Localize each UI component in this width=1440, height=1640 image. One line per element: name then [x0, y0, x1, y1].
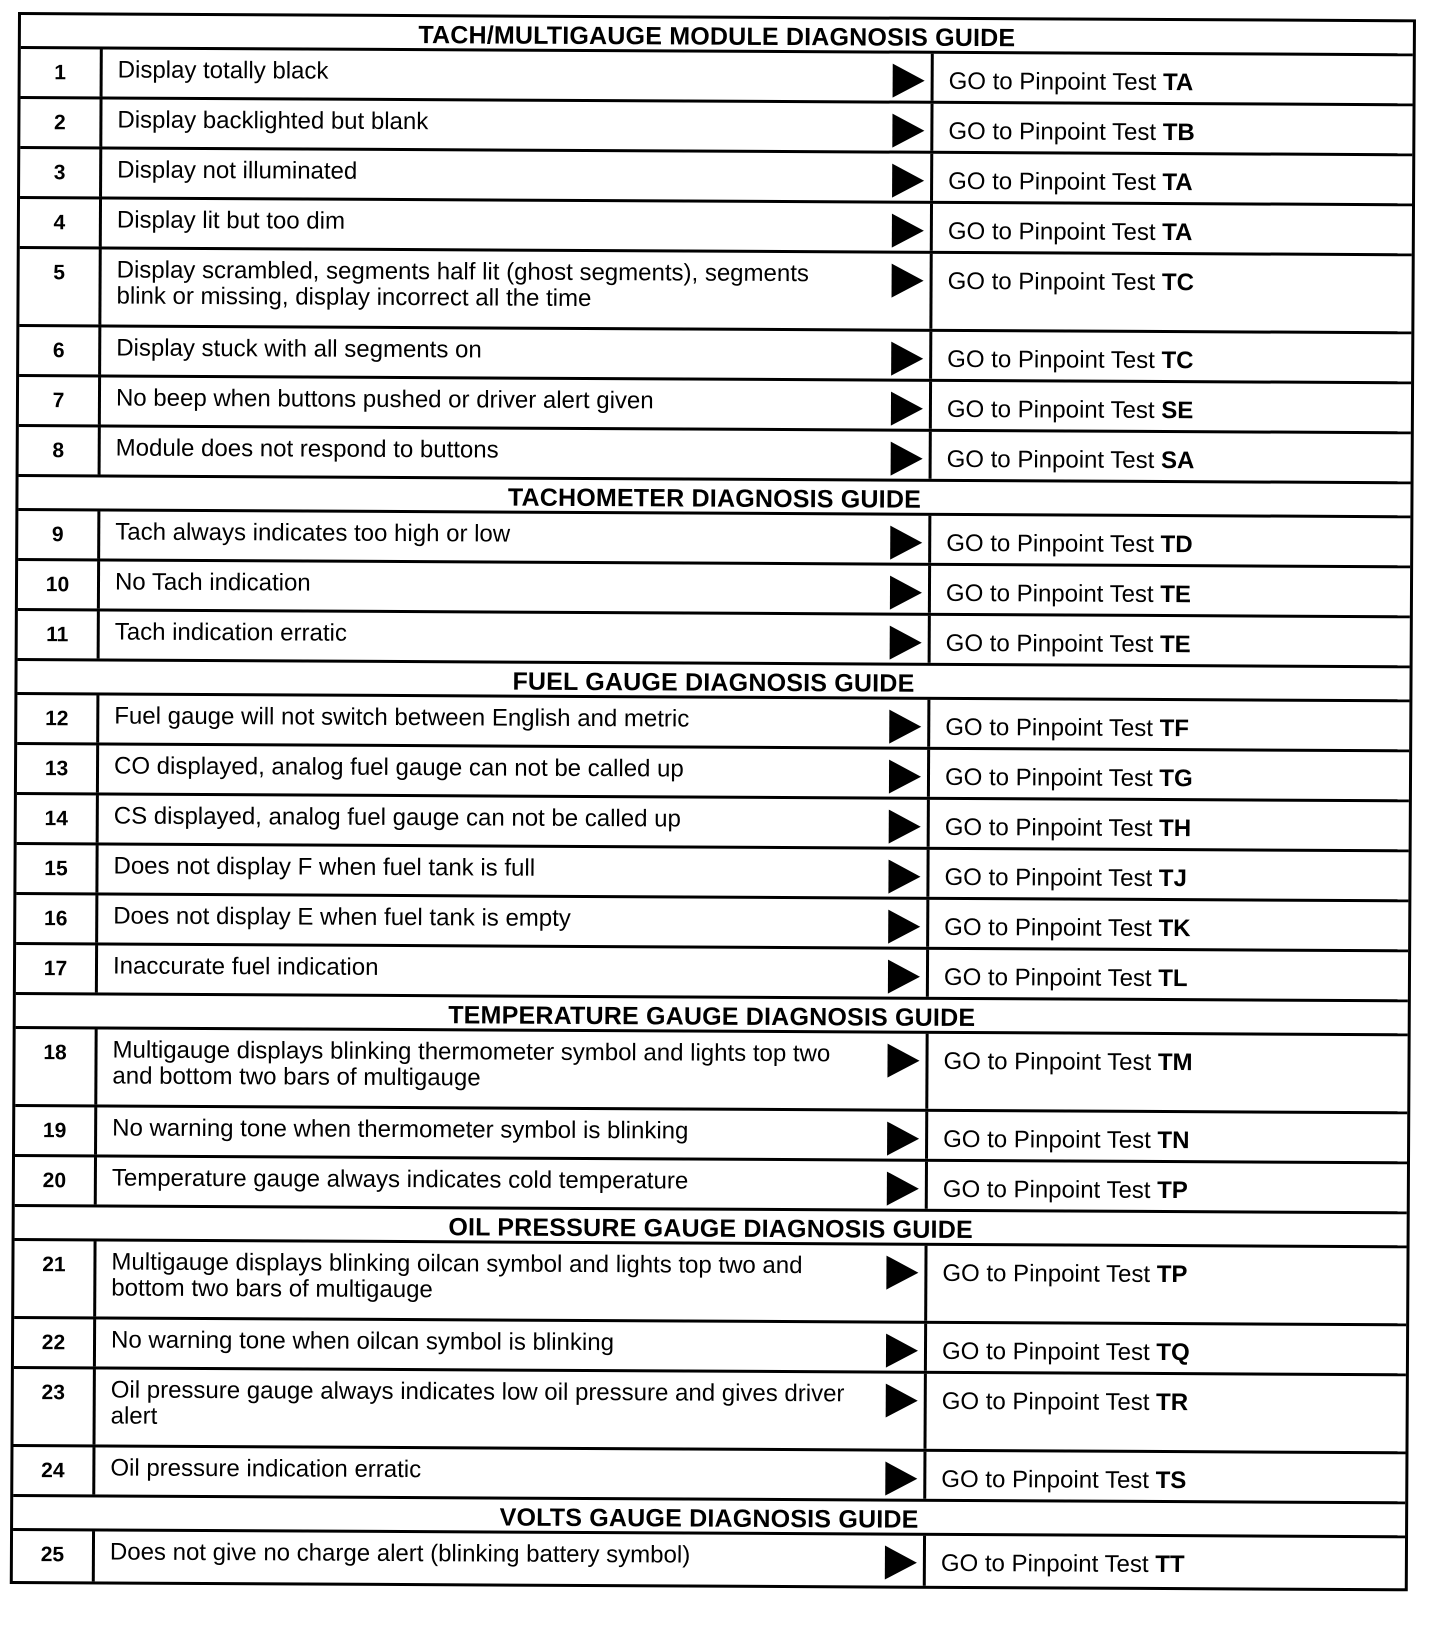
test-code: TH: [1159, 814, 1192, 843]
action-cell: [930, 750, 1409, 800]
row-number: 18: [15, 1029, 97, 1104]
action-text: GO to Pinpoint Test: [940, 1549, 1149, 1578]
action-cell: [932, 382, 1411, 432]
row-number: 17: [16, 945, 98, 992]
section-header: FUEL GAUGE DIAGNOSIS GUIDE: [17, 661, 1409, 702]
row-number: 15: [16, 845, 98, 892]
test-code: TS: [1155, 1466, 1187, 1495]
symptom-text: No warning tone when oilcan symbol is blinking: [110, 1326, 615, 1357]
test-code: TD: [1160, 530, 1193, 559]
action-cell: [930, 800, 1409, 850]
symptom-cell: [98, 845, 929, 896]
symptom-text: Display not illuminated: [117, 156, 358, 185]
arrow-icon: [887, 1122, 919, 1156]
action-text: GO to Pinpoint Test: [947, 345, 1155, 374]
row-number: 13: [17, 745, 99, 792]
symptom-cell: [98, 895, 929, 946]
row-number: 6: [19, 327, 101, 374]
test-code: TE: [1160, 580, 1192, 609]
symptom-cell: [102, 149, 933, 200]
table-row: [18, 611, 1410, 668]
section-header: VOLTS GAUGE DIAGNOSIS GUIDE: [13, 1497, 1405, 1538]
symptom-cell: [95, 1531, 926, 1585]
row-number: 8: [19, 427, 101, 474]
action-cell: [933, 204, 1412, 254]
arrow-icon: [891, 442, 923, 476]
action-text: GO to Pinpoint Test: [941, 1465, 1150, 1494]
row-number: 2: [20, 99, 102, 146]
table-row: [13, 1447, 1405, 1504]
symptom-text: Temperature gauge always indicates cold temperature: [111, 1164, 689, 1195]
test-code: TA: [1162, 68, 1194, 97]
arrow-icon: [892, 214, 924, 248]
symptom-text: Multigauge displays blinking oilcan symbol and lights top two and bottom two bars of multigauge: [111, 1248, 803, 1304]
arrow-icon: [892, 264, 924, 298]
row-number: 4: [20, 199, 102, 246]
action-text: GO to Pinpoint Test: [946, 395, 1155, 424]
symptom-text: No warning tone when thermometer symbol is blinking: [112, 1114, 689, 1145]
row-number: 16: [16, 895, 98, 942]
symptom-text: No Tach indication: [114, 568, 311, 597]
symptom-text: Does not give no charge alert (blinking battery symbol): [109, 1538, 691, 1569]
symptom-cell: [96, 1241, 927, 1320]
symptom-text: CO displayed, analog fuel gauge can not be called up: [113, 752, 684, 783]
action-text: GO to Pinpoint Test: [944, 813, 1153, 842]
arrow-icon: [889, 710, 921, 744]
table-row: [16, 845, 1408, 902]
test-code: TA: [1162, 168, 1193, 197]
action-text: GO to Pinpoint Test: [942, 1175, 1151, 1204]
table-row: [20, 149, 1412, 206]
action-text: GO to Pinpoint Test: [947, 217, 1156, 246]
test-code: TC: [1161, 268, 1195, 297]
symptom-cell: [102, 199, 933, 250]
action-cell: [932, 254, 1411, 332]
action-cell: [926, 1374, 1405, 1452]
table-row: [16, 945, 1408, 1002]
action-text: GO to Pinpoint Test: [945, 629, 1154, 658]
symptom-cell: [103, 49, 934, 100]
arrow-icon: [887, 1172, 919, 1206]
table-row: [16, 895, 1408, 952]
action-cell: [934, 54, 1413, 104]
action-cell: [927, 1246, 1406, 1324]
table-row: [19, 377, 1411, 434]
row-number: 7: [19, 377, 101, 424]
action-text: GO to Pinpoint Test: [943, 963, 1152, 992]
action-cell: [928, 1112, 1407, 1162]
test-code: TA: [1162, 218, 1193, 247]
symptom-text: CS displayed, analog fuel gauge can not be called up: [113, 802, 681, 833]
symptom-cell: [97, 1107, 928, 1158]
row-number: 21: [14, 1241, 96, 1316]
action-text: GO to Pinpoint Test: [941, 1387, 1150, 1416]
test-code: TT: [1155, 1550, 1185, 1579]
table-row: [20, 99, 1412, 156]
table-row: [15, 1107, 1407, 1164]
table-row: [21, 49, 1413, 106]
action-text: GO to Pinpoint Test: [943, 1047, 1152, 1076]
test-code: TQ: [1156, 1338, 1190, 1367]
action-cell: [932, 332, 1411, 382]
table-row: [17, 695, 1409, 752]
symptom-text: Inaccurate fuel indication: [112, 952, 379, 981]
test-code: TK: [1158, 914, 1191, 943]
symptom-cell: [100, 511, 931, 562]
symptom-text: Tach indication erratic: [114, 618, 347, 647]
table-row: [19, 427, 1411, 484]
test-code: TG: [1159, 764, 1193, 793]
test-code: SE: [1161, 396, 1194, 425]
row-number: 5: [19, 249, 101, 324]
symptom-text: Tach always indicates too high or low: [115, 518, 511, 548]
symptom-text: No beep when buttons pushed or driver alert given: [115, 384, 654, 415]
symptom-text: Multigauge displays blinking thermometer symbol and lights top two and bottom two bars of multigauge: [112, 1036, 831, 1092]
row-number: 10: [18, 561, 100, 608]
test-code: TB: [1162, 118, 1195, 147]
action-text: GO to Pinpoint Test: [948, 67, 1157, 96]
symptom-cell: [102, 99, 933, 150]
action-text: GO to Pinpoint Test: [948, 117, 1157, 146]
arrow-icon: [892, 114, 924, 148]
test-code: TP: [1156, 1260, 1188, 1289]
symptom-text: Display stuck with all segments on: [116, 334, 482, 364]
arrow-icon: [889, 810, 921, 844]
action-cell: [933, 104, 1412, 154]
symptom-cell: [100, 561, 931, 612]
action-text: GO to Pinpoint Test: [948, 167, 1156, 196]
action-text: GO to Pinpoint Test: [943, 1125, 1151, 1154]
section-header: TACH/MULTIGAUGE MODULE DIAGNOSIS GUIDE: [21, 15, 1413, 56]
symptom-text: Display lit but too dim: [116, 206, 346, 235]
test-code: TE: [1159, 630, 1191, 659]
section-header: TACHOMETER DIAGNOSIS GUIDE: [18, 477, 1410, 518]
action-text: GO to Pinpoint Test: [945, 713, 1154, 742]
action-cell: [929, 850, 1408, 900]
action-text: GO to Pinpoint Test: [945, 579, 1154, 608]
table-row: [19, 249, 1411, 334]
table-row: [13, 1531, 1405, 1588]
symptom-text: Display totally black: [117, 56, 329, 85]
test-code: TJ: [1158, 864, 1187, 893]
test-code: TC: [1161, 346, 1194, 375]
arrow-icon: [892, 164, 924, 198]
action-text: GO to Pinpoint Test: [947, 267, 1156, 296]
symptom-text: Does not display F when fuel tank is full: [113, 852, 536, 882]
arrow-icon: [888, 960, 920, 994]
action-cell: [931, 566, 1410, 616]
row-number: 12: [17, 695, 99, 742]
action-cell: [927, 1324, 1406, 1374]
row-number: 22: [14, 1319, 96, 1366]
arrow-icon: [885, 1546, 917, 1580]
arrow-icon: [890, 626, 922, 660]
symptom-text: Does not display E when fuel tank is empty: [113, 902, 571, 932]
row-number: 9: [18, 511, 100, 558]
action-text: GO to Pinpoint Test: [944, 763, 1153, 792]
symptom-cell: [99, 745, 930, 796]
table-row: [17, 795, 1409, 852]
table-row: [18, 561, 1410, 618]
action-text: GO to Pinpoint Test: [946, 529, 1154, 558]
symptom-cell: [101, 377, 932, 428]
arrow-icon: [889, 760, 921, 794]
row-number: 1: [21, 49, 103, 96]
arrow-icon: [888, 860, 920, 894]
symptom-cell: [101, 327, 932, 378]
symptom-cell: [97, 1157, 928, 1208]
table-row: [18, 511, 1410, 568]
arrow-icon: [887, 1044, 919, 1078]
symptom-cell: [95, 1447, 926, 1498]
test-code: TR: [1156, 1388, 1189, 1417]
arrow-icon: [893, 64, 925, 98]
section-header: OIL PRESSURE GAUGE DIAGNOSIS GUIDE: [15, 1207, 1407, 1248]
symptom-text: Oil pressure indication erratic: [110, 1454, 422, 1484]
diagnosis-guide-table: [10, 12, 1416, 1591]
test-code: TL: [1158, 964, 1188, 993]
symptom-cell: [96, 1319, 927, 1370]
arrow-icon: [890, 526, 922, 560]
symptom-cell: [101, 249, 932, 328]
action-text: GO to Pinpoint Test: [946, 445, 1155, 474]
action-cell: [930, 700, 1409, 750]
test-code: TF: [1159, 714, 1190, 743]
table-row: [14, 1241, 1406, 1326]
table-row: [15, 1157, 1407, 1214]
symptom-text: Display scrambled, segments half lit (ghost segments), segments blink or missing, display incorrect all the time: [116, 256, 810, 313]
symptom-cell: [96, 1369, 927, 1448]
action-cell: [926, 1452, 1405, 1502]
action-cell: [931, 516, 1410, 566]
row-number: 24: [13, 1447, 95, 1494]
test-code: TP: [1157, 1176, 1188, 1205]
table-row: [15, 1029, 1407, 1114]
symptom-cell: [99, 695, 930, 746]
action-text: GO to Pinpoint Test: [941, 1337, 1150, 1366]
arrow-icon: [888, 910, 920, 944]
action-text: GO to Pinpoint Test: [944, 913, 1152, 942]
row-number: 20: [15, 1157, 97, 1204]
section-header: TEMPERATURE GAUGE DIAGNOSIS GUIDE: [16, 995, 1408, 1036]
row-number: 3: [20, 149, 102, 196]
symptom-cell: [99, 795, 930, 846]
table-row: [20, 199, 1412, 256]
arrow-icon: [891, 392, 923, 426]
symptom-text: Display backlighted but blank: [117, 106, 429, 136]
arrow-icon: [891, 342, 923, 376]
action-cell: [933, 154, 1412, 204]
arrow-icon: [886, 1256, 918, 1290]
symptom-text: Module does not respond to buttons: [115, 434, 499, 464]
symptom-cell: [97, 1029, 928, 1108]
action-text: GO to Pinpoint Test: [944, 863, 1153, 892]
symptom-text: Oil pressure gauge always indicates low oil pressure and gives driver alert: [110, 1376, 845, 1430]
action-cell: [928, 1162, 1407, 1212]
row-number: 23: [14, 1369, 96, 1444]
row-number: 25: [13, 1531, 95, 1581]
arrow-icon: [886, 1384, 918, 1418]
action-text: GO to Pinpoint Test: [942, 1259, 1151, 1288]
test-code: SA: [1160, 446, 1195, 475]
arrow-icon: [890, 576, 922, 610]
action-cell: [926, 1536, 1405, 1589]
action-cell: [932, 432, 1411, 482]
arrow-icon: [886, 1334, 918, 1368]
symptom-cell: [100, 611, 931, 662]
row-number: 19: [15, 1107, 97, 1154]
table-row: [17, 745, 1409, 802]
test-code: TN: [1157, 1126, 1190, 1155]
table-row: [13, 1369, 1405, 1454]
arrow-icon: [885, 1462, 917, 1496]
table-row: [19, 327, 1411, 384]
symptom-cell: [98, 945, 929, 996]
symptom-cell: [101, 427, 932, 478]
action-cell: [931, 616, 1410, 666]
table-row: [14, 1319, 1406, 1376]
action-cell: [929, 900, 1408, 950]
action-cell: [929, 950, 1408, 1000]
action-cell: [928, 1034, 1407, 1112]
row-number: 14: [17, 795, 99, 842]
symptom-text: Fuel gauge will not switch between English and metric: [114, 702, 690, 733]
row-number: 11: [18, 611, 100, 658]
test-code: TM: [1157, 1048, 1193, 1077]
